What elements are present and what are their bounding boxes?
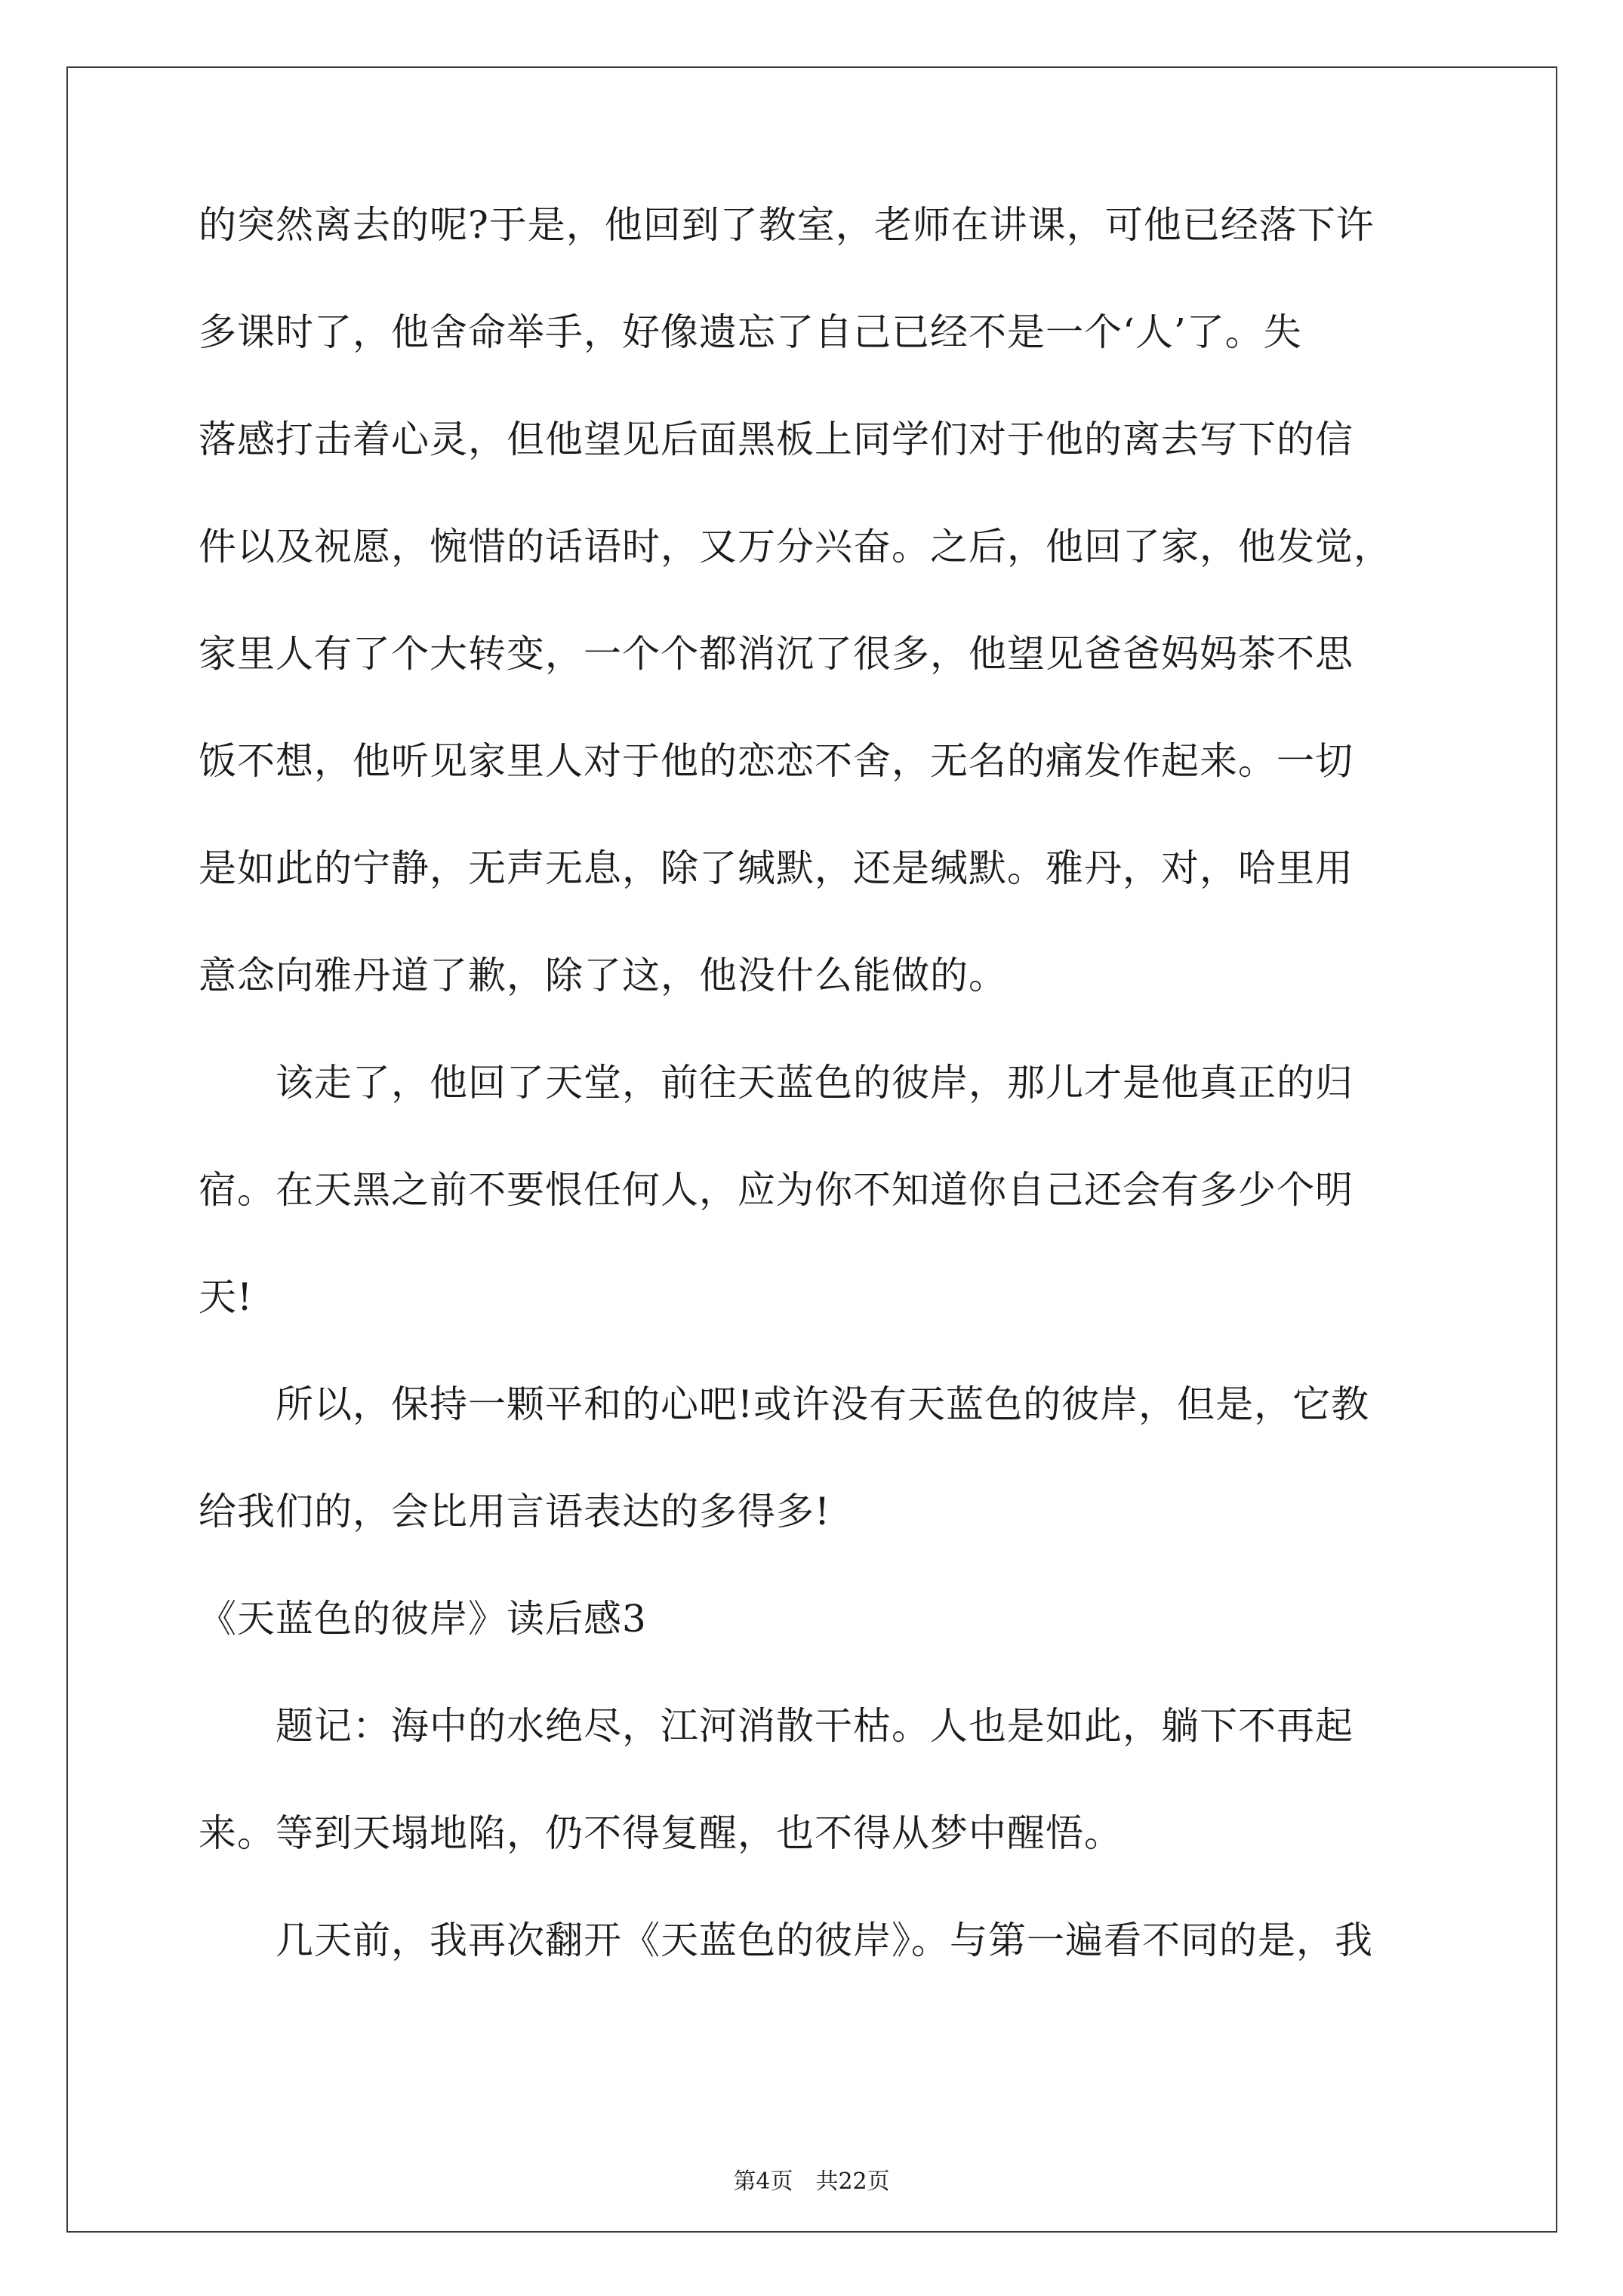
- text-line: 来。等到天塌地陷，仍不得复醒，也不得从梦中醒悟。: [199, 1811, 1123, 1855]
- text-line: 宿。在天黑之前不要恨任何人，应为你不知道你自己还会有多少个明: [199, 1168, 1354, 1212]
- text-line: 该走了，他回了天堂，前往天蓝色的彼岸，那儿才是他真正的归: [199, 1061, 1354, 1105]
- text-line: 给我们的，会比用言语表达的多得多!: [199, 1490, 831, 1533]
- text-line: 件以及祝愿，惋惜的话语时，又万分兴奋。之后，他回了家，他发觉，: [199, 525, 1392, 569]
- text-line: 多课时了，他舍命举手，好像遗忘了自己已经不是一个‘人’了。失: [199, 310, 1302, 354]
- text-line: 家里人有了个大转变，一个个都消沉了很多，他望见爸爸妈妈茶不思: [199, 632, 1354, 676]
- text-line: 饭不想，他听见家里人对于他的恋恋不舍，无名的痛发作起来。一切: [199, 739, 1354, 783]
- section-heading: 《天蓝色的彼岸》读后感3: [199, 1597, 647, 1641]
- text-line: 是如此的宁静，无声无息，除了缄默，还是缄默。雅丹，对，哈里用: [199, 846, 1354, 890]
- text-line: 几天前，我再次翻开《天蓝色的彼岸》。与第一遍看不同的是，我: [199, 1918, 1373, 1962]
- document-body: [199, 198, 1437, 1968]
- page-number-footer: 第4页 共22页: [733, 2168, 890, 2195]
- text-line: 所以，保持一颗平和的心吧!或许没有天蓝色的彼岸，但是，它教: [199, 1382, 1370, 1426]
- text-line: 天!: [199, 1275, 254, 1319]
- text-line: 题记：海中的水绝尽，江河消散干枯。人也是如此，躺下不再起: [199, 1704, 1354, 1748]
- text-line: 落感打击着心灵，但他望见后面黑板上同学们对于他的离去写下的信: [199, 418, 1354, 461]
- text-line: 的突然离去的呢?于是，他回到了教室，老师在讲课，可他已经落下许: [199, 203, 1375, 247]
- text-line: 意念向雅丹道了歉，除了这，他没什么能做的。: [199, 954, 1007, 997]
